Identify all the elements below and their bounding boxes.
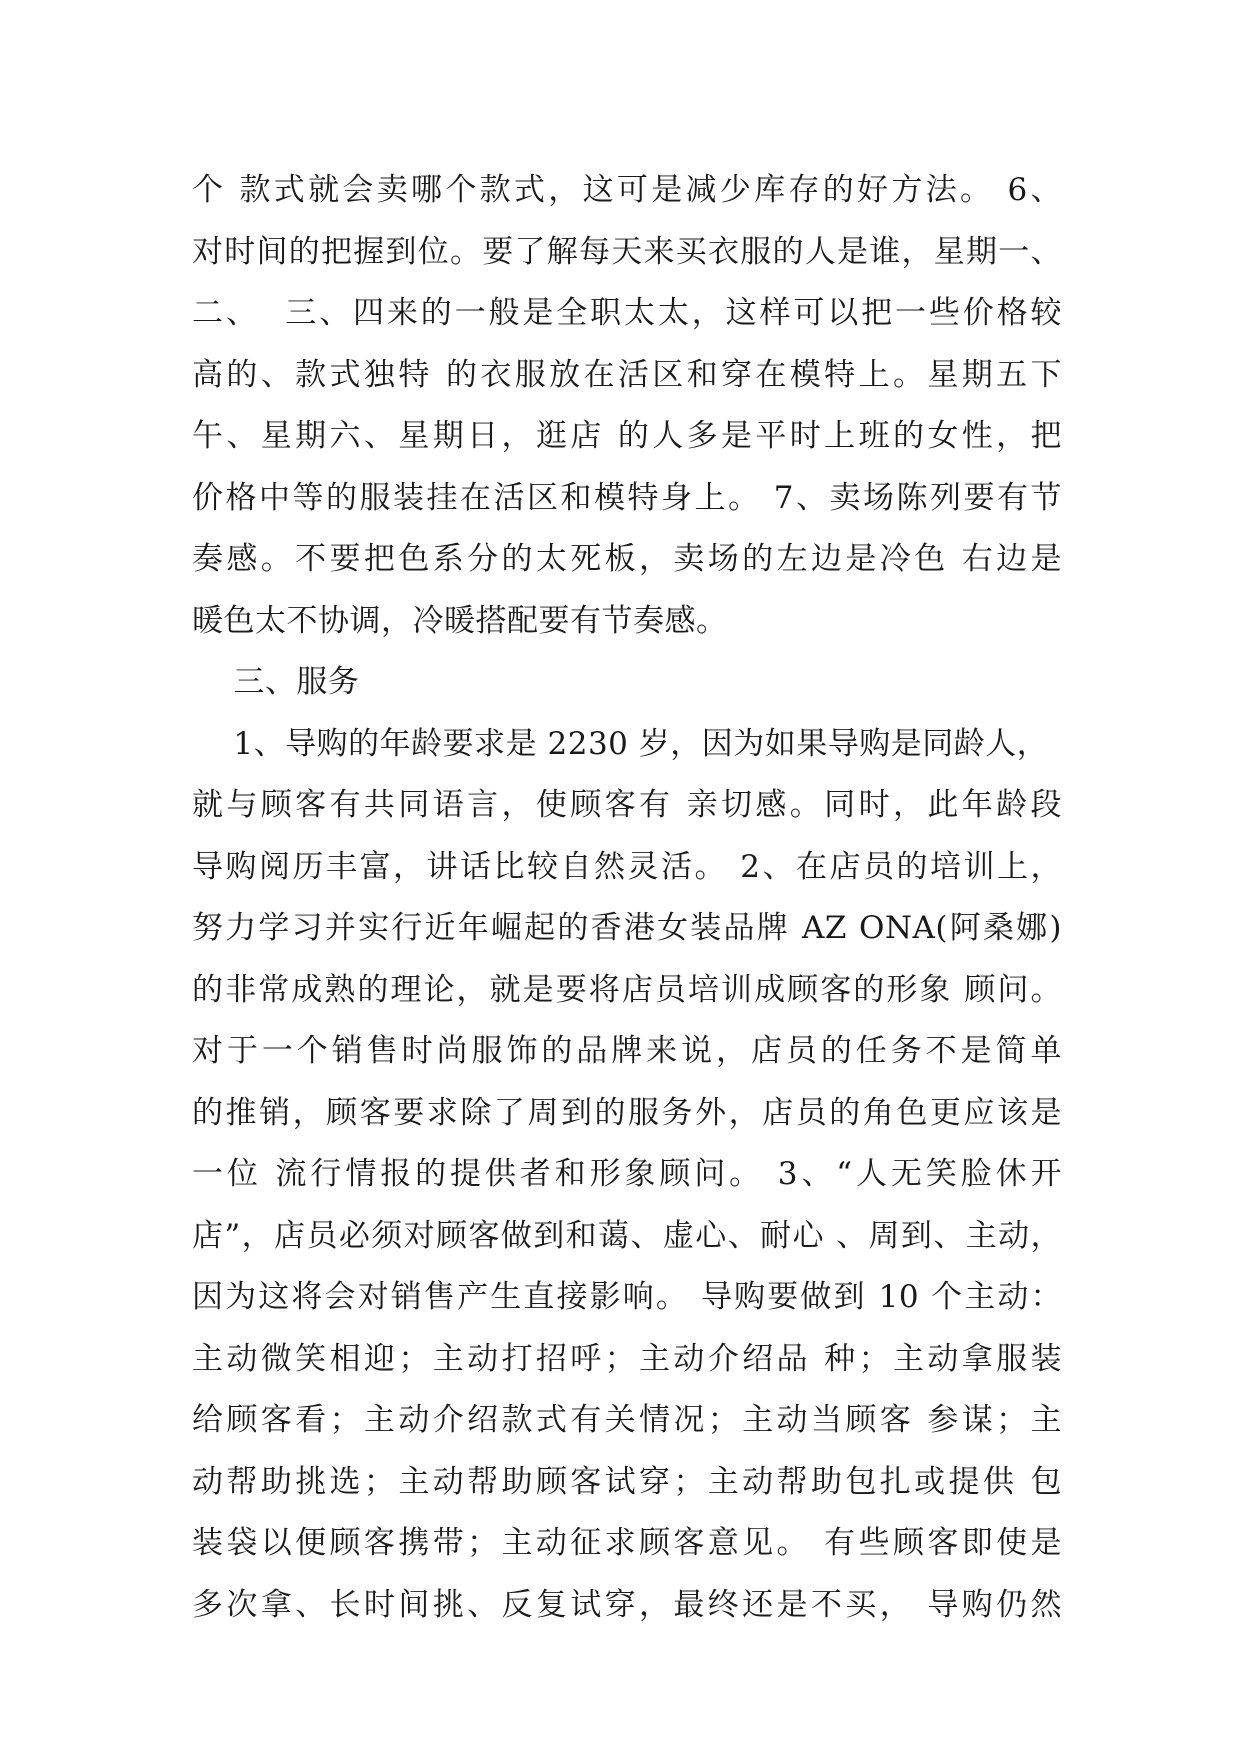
text-line: 暖色太不协调，冷暖搭配要有节奏感。 [192, 602, 728, 639]
text-line: 一位 流行情报的提供者和形象顾问。 3、“人无笑脸休开 [192, 1156, 1062, 1192]
text-line: 二、 三、四来的一般是全职太太，这样可以把一些价格较 [192, 295, 1062, 331]
text-line: 店”，店员必须对顾客做到和蔼、虚心、耐心 、周到、主动， [192, 1217, 1062, 1254]
text-line: 主动微笑相迎；主动打招呼；主动介绍品 种；主动拿服装 [192, 1340, 1062, 1377]
text-line: 价格中等的服装挂在活区和模特身上。 7、卖场陈列要有节 [192, 479, 1062, 516]
text-line: 就与顾客有共同语言，使顾客有 亲切感。同时，此年龄段 [192, 787, 1062, 823]
body-text [192, 160, 1062, 1636]
text-line: 因为这将会对销售产生直接影响。 导购要做到 10 个主动： [192, 1279, 1062, 1315]
text-line: 奏感。不要把色系分的太死板，卖场的左边是冷色 右边是 [192, 541, 1062, 577]
text-line: 努力学习并实行近年崛起的香港女装品牌 AZ ONA(阿桑娜) [192, 910, 1062, 946]
text-line: 对时间的把握到位。要了解每天来买衣服的人是谁，星期一、 [192, 233, 1062, 270]
text-line: 1、导购的年龄要求是 2230 岁，因为如果导购是同龄人， [192, 725, 1049, 762]
text-line: 的推销，顾客要求除了周到的服务外，店员的角色更应该是 [192, 1094, 1062, 1131]
text-line: 多次拿、长时间挑、反复试穿，最终还是不买， 导购仍然 [192, 1586, 1062, 1623]
text-line: 的非常成熟的理论，就是要将店员培训成顾客的形象 顾问。 [192, 971, 1062, 1008]
section-heading: 三、服务 [192, 664, 360, 700]
text-line: 高的、款式独特 的衣服放在活区和穿在模特上。星期五下 [192, 356, 1062, 393]
text-line: 导购阅历丰富，讲话比较自然灵活。 2、在店员的培训上， [192, 848, 1062, 885]
text-line: 装袋以便顾客携带；主动征求顾客意见。 有些顾客即使是 [192, 1525, 1062, 1561]
text-line: 午、星期六、星期日，逛店 的人多是平时上班的女性，把 [192, 418, 1062, 454]
text-line: 动帮助挑选；主动帮助顾客试穿；主动帮助包扎或提供 包 [192, 1463, 1062, 1500]
text-line: 给顾客看；主动介绍款式有关情况；主动当顾客 参谋；主 [192, 1402, 1062, 1438]
text-line: 个 款式就会卖哪个款式，这可是减少库存的好方法。 6、 [192, 172, 1062, 208]
text-line: 对于一个销售时尚服饰的品牌来说，店员的任务不是简单 [192, 1033, 1062, 1069]
